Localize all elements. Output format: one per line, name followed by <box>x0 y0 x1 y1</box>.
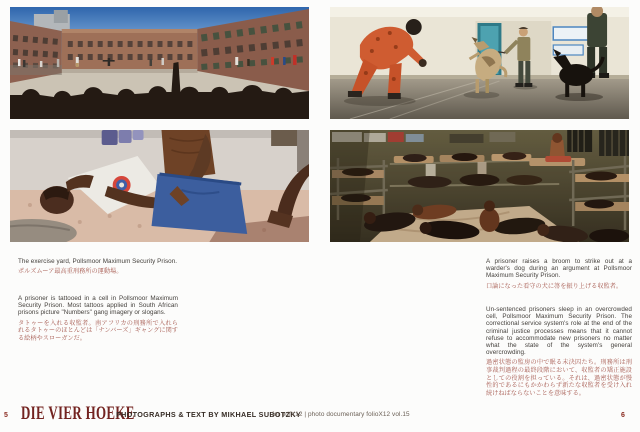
exercise-yard-illustration <box>10 7 309 119</box>
caption-overcrowded-cell <box>486 306 632 398</box>
caption-tattoo <box>18 295 178 343</box>
caption-tattoo-en: A prisoner is tattooed in a cell in Pollsmoor Maximum Security Prison. Most tattoos applied in South African prisons picture "Numbers" gang imagery or slogans. <box>18 295 178 317</box>
caption-warder-dog <box>486 258 632 290</box>
credit-line: PHOTOGRAPHS & TEXT BY MIKHAEL SUBOTZKY <box>116 410 302 419</box>
caption-exercise-yard <box>18 258 178 276</box>
caption-warder-dog-en: A prisoner raises a broom to strike out at a warder's dog during an argument at Pollsmoor Maximum Security Prison. <box>486 258 632 280</box>
caption-tattoo-ja: タトゥーを入れる収監者。南アフリカの刑務所で入れられるタトゥーのほとんどは「ナンバーズ」ギャングに関する絵柄やスローガンだ。 <box>18 319 178 343</box>
caption-exercise-yard-ja: ポルズムーア最高重刑務所の運動場。 <box>18 268 123 276</box>
photo-exercise-yard <box>10 7 309 119</box>
caption-warder-dog-ja: 口論になった看守の犬に箒を振り上げる収監者。 <box>486 282 623 290</box>
page-number-right: 6 <box>621 412 625 419</box>
tattoo-cell-illustration <box>10 130 309 242</box>
warder-dog-illustration <box>330 7 629 119</box>
caption-overcrowded-cell-ja: 過密状態の監房の中で眠る未決囚たち。刑務所は刑事裁判過程の最終段階において、収監者の矯正施設としての役割を担っている。それは、過密状態が慢性的であるにもかかわらず新たな収監者を受け入れ続けねばならないことを意味する。 <box>486 359 632 398</box>
page-title: DIE VIER HOEKE <box>21 403 135 424</box>
photo-tattoo-cell <box>10 130 309 242</box>
caption-exercise-yard-en: The exercise yard, Pollsmoor Maximum Security Prison. <box>18 258 178 265</box>
info-line: for pdfX12 | photo documentary folioX12 vol.15 <box>272 411 410 418</box>
overcrowded-cell-illustration <box>330 130 629 242</box>
caption-overcrowded-cell-en: Un-sentenced prisoners sleep in an overcrowded cell, Pollsmoor Maximum Security Prison. The correctional service system's role at the end of the criminal justice processes means that it cannot refuse to accommodate new prisoners no matter what the state of the system's general overcrowding. <box>486 306 632 357</box>
page-number-left: 5 <box>4 412 8 419</box>
photo-warder-dog <box>330 7 629 119</box>
photo-overcrowded-cell <box>330 130 629 242</box>
